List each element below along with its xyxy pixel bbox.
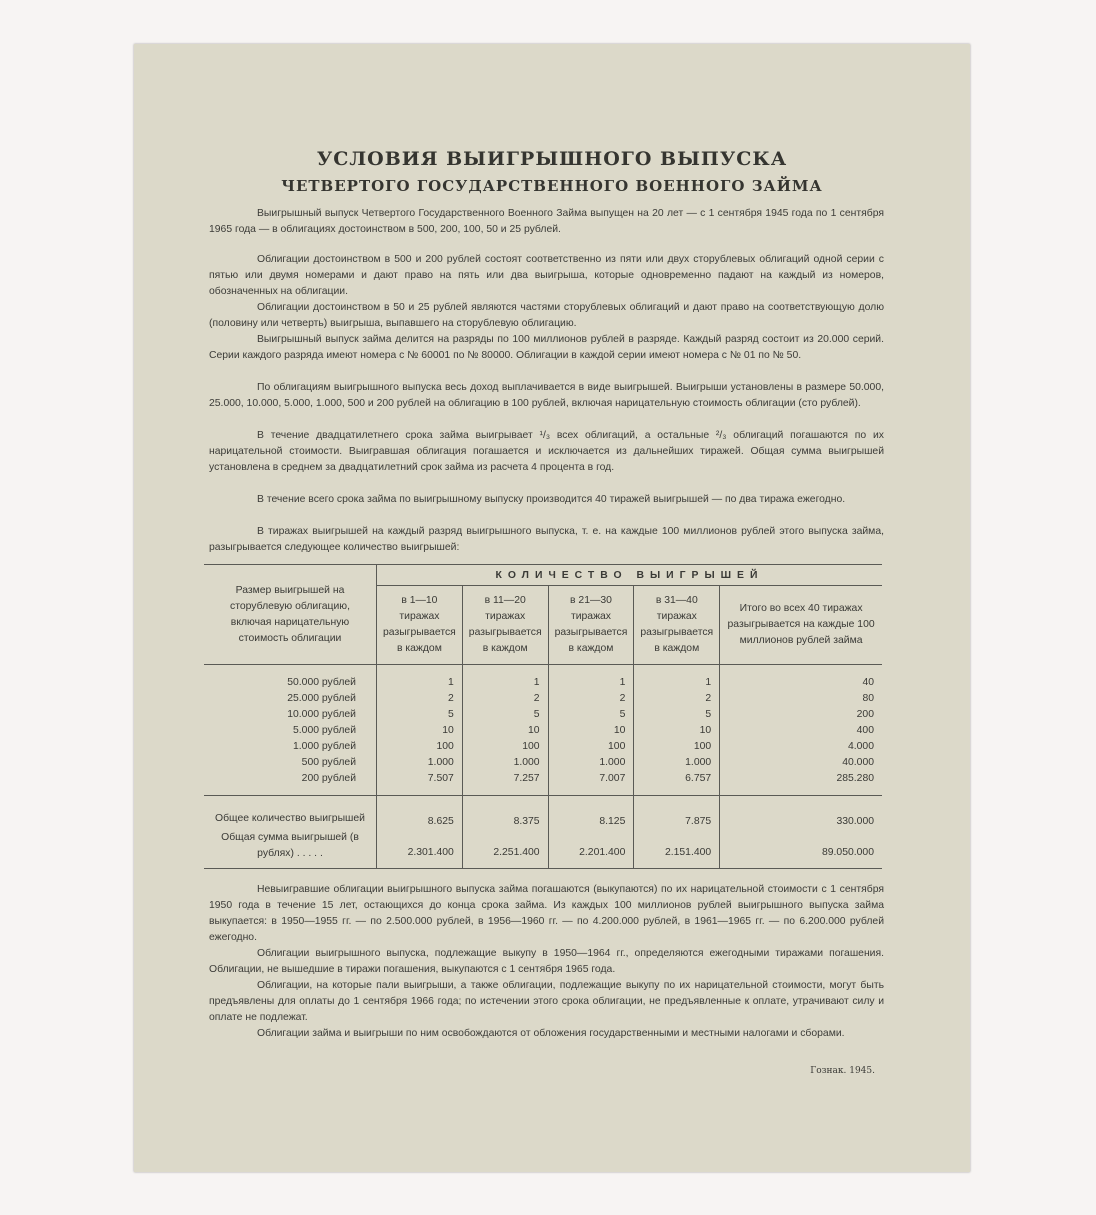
- table-total-sum-row: Общая сумма выигрышей (в рублях) . . . . . 2.301.400 2.251.400 2.201.400 2.151.400 89.050.000: [204, 830, 882, 869]
- paragraph: Облигации достоинством в 50 и 25 рублей являются частями сторублевых облигаций и дают право на соответствующую долю (половину или четверть) выигрыша, выпавшего на сторублевую облигацию.: [209, 302, 884, 329]
- table-col-header: Итого во всех 40 тиражах разыгрывается на каждые 100 миллионов рублей займа: [720, 586, 882, 665]
- table-row: 200 рублей 7.507 7.257 7.007 6.757 285.280: [204, 771, 882, 796]
- table-col-header: в 1—10 тиражах разыгрывается в каждом: [377, 586, 463, 665]
- table-col-header: в 31—40 тиражах разыгрывается в каждом: [634, 586, 720, 665]
- bond-back-sheet: [134, 44, 970, 1172]
- printer-imprint: Гознак. 1945.: [810, 1066, 875, 1076]
- table-first-col-header: Размер выигрышей на сторублевую облигацию, включая нарицательную стоимость облигации: [204, 565, 377, 665]
- table-row: 500 рублей 1.000 1.000 1.000 1.000 40.000: [204, 755, 882, 771]
- paragraph: В течение двадцатилетнего срока займа выигрывает ¹/₃ всех облигаций, а остальные ²/₃ облигаций погашаются по их нарицательной стоимости. Выигравшая облигация погашается и исключается из дальнейших тиражей. Общая сумма выигрышей установлена в среднем за двадцатилетний срок займа из расчета 4 процента в год.: [209, 430, 884, 473]
- paragraph: Облигации, на которые пали выигрыши, а также облигации, подлежащие выкупу по их нарицательной стоимости, могут быть предъявлены для оплаты до 1 сентября 1966 года; по истечении этого срока облигации, не предъявленные к оплате, утрачивают силу и оплате не подлежат.: [209, 980, 884, 1023]
- table-row: 1.000 рублей 100 100 100 100 4.000: [204, 739, 882, 755]
- paragraph: Выигрышный выпуск займа делится на разряды по 100 миллионов рублей в разряде. Каждый разряд состоит из 20.000 серий. Серии каждого разряда имеют номера с № 60001 по № 80000. Облигации в каждой серии имеют номера с № 01 по № 50.: [209, 334, 884, 361]
- paragraph: В течение всего срока займа по выигрышному выпуску производится 40 тиражей выигрышей — по два тиража ежегодно.: [257, 494, 846, 505]
- table-row: 25.000 рублей 2 2 2 2 80: [204, 691, 882, 707]
- paragraph: Облигации займа и выигрыши по ним освобождаются от обложения государственными и местными налогами и сборами.: [257, 1028, 845, 1039]
- paragraph: Облигации выигрышного выпуска, подлежащие выкупу в 1950—1964 гг., определяются ежегодными тиражами погашения. Облигации, не вышедшие в тиражи погашения, выкупаются с 1 сентября 1965 года.: [209, 948, 884, 975]
- table-col-header: в 21—30 тиражах разыгрывается в каждом: [548, 586, 634, 665]
- table-row: 5.000 рублей 10 10 10 10 400: [204, 723, 882, 739]
- paragraph: Выигрышный выпуск Четвертого Государственного Военного Займа выпущен на 20 лет — с 1 сентября 1945 года по 1 сентября 1965 года — в облигациях достоинством в 500, 200, 100, 50 и 25 рублей.: [209, 208, 884, 235]
- table-row: 50.000 рублей 1 1 1 1 40: [204, 665, 882, 692]
- table-group-header: КОЛИЧЕСТВО ВЫИГРЫШЕЙ: [377, 565, 883, 586]
- winnings-table: [204, 564, 882, 869]
- table-row: 10.000 рублей 5 5 5 5 200: [204, 707, 882, 723]
- paragraph: По облигациям выигрышного выпуска весь доход выплачивается в виде выигрышей. Выигрыши установлены в размере 50.000, 25.000, 10.000, 5.000, 1.000, 500 и 200 рублей на облигацию в 100 рублей, включая нарицательную стоимость облигации (сто рублей).: [209, 382, 884, 409]
- table-col-header: в 11—20 тиражах разыгрывается в каждом: [462, 586, 548, 665]
- paragraph: Облигации достоинством в 500 и 200 рублей состоят соответственно из пяти или двух сторублевых облигаций одной серии с пятью или двумя номерами и дают право на пять или два выигрыша, которые одновременно падают на каждый из номеров, обозначенных на облигации.: [209, 254, 884, 297]
- table-total-count-row: Общее количество выигрышей 8.625 8.375 8.125 7.875 330.000: [204, 796, 882, 831]
- page-subtitle: ЧЕТВЕРТОГО ГОСУДАРСТВЕННОГО ВОЕННОГО ЗАЙМА: [281, 177, 823, 195]
- paragraph: В тиражах выигрышей на каждый разряд выигрышного выпуска, т. е. на каждые 100 миллионов рублей этого выпуска займа, разыгрывается следующее количество выигрышей:: [209, 526, 884, 553]
- paragraph: Невыигравшие облигации выигрышного выпуска займа погашаются (выкупаются) по их нарицательной стоимости с 1 сентября 1950 года в течение 15 лет, остающихся до конца срока займа. Из каждых 100 миллионов рублей выигрышного выпуска займа выкупается: в 1950—1955 гг. — по 2.500.000 рублей, в 1956—1960 гг. — по 4.200.000 рублей, в 1961—1965 гг. — по 6.200.000 рублей ежегодно.: [209, 884, 884, 943]
- page-title: УСЛОВИЯ ВЫИГРЫШНОГО ВЫПУСКА: [316, 148, 788, 170]
